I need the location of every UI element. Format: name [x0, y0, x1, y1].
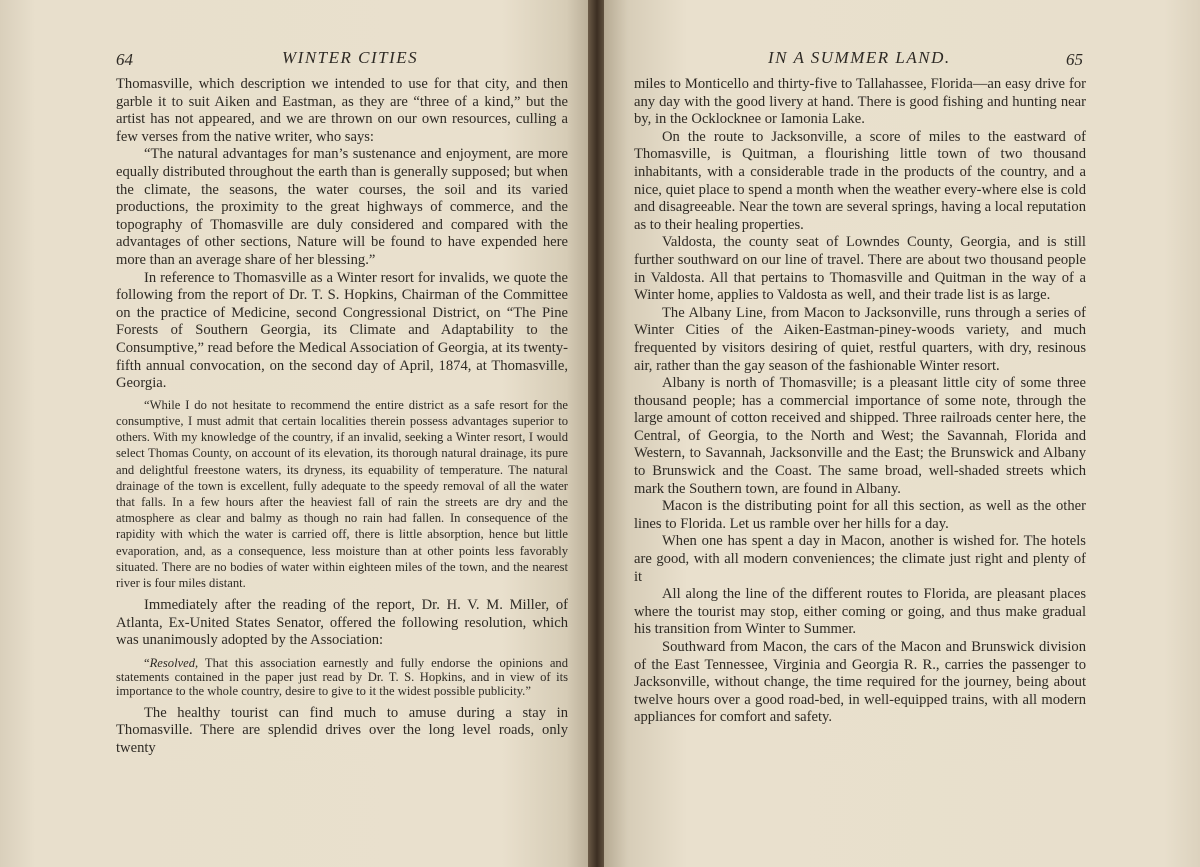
paragraph: Southward from Macon, the cars of the Macon and Brunswick division of the East Tennessee, Virginia and Georgia R. R., carries the passenger to Jacksonville, without change, the time required for the journey, being about twelve hours over a good road-bed, in well-equipped trains, with all modern appliances for comfort and safety.: [634, 639, 1086, 726]
paragraph: Albany is north of Thomasville; is a pleasant little city of some three thousand people; has a commercial importance of some note, through the large amount of cotton received and shipped. Three railroads center here, the Central, of Georgia, to the North and West; the Savannah, Florida and Western, to Savannah, Jacksonville and the East; the Brunswick and Albany to Brunswick and the Coast. The same broad, well-shaded streets which mark the Southern town, are found in Albany.: [634, 375, 1086, 497]
quote-mark: “: [144, 655, 150, 670]
resolution-text: That this association earnestly and fully endorse the opinions and statements contained in the paper just read by Dr. T. S. Hopkins, and in view of its importance to the whole country, desire to give to it the widest possible publicity.”: [116, 655, 568, 699]
page-number-right: 65: [1066, 50, 1083, 69]
paragraph: When one has spent a day in Macon, another is wished for. The hotels are good, with all modern conveniences; the climate just right and plenty of it: [634, 533, 1086, 585]
paragraph: Immediately after the reading of the report, Dr. H. V. M. Miller, of Atlanta, Ex-United States Senator, offered the following resolution, which was unanimously adopted by the Association:: [116, 597, 568, 649]
paragraph: The Albany Line, from Macon to Jacksonville, runs through a series of Winter Cities of the Aiken-Eastman-piney-woods variety, and much frequented by visitors desiring of quiet, restful quarters, with dry, resinous air, rather than the gay season of the fashionable Winter resort.: [634, 304, 1086, 374]
right-page: [604, 0, 1200, 867]
paragraph: All along the line of the different routes to Florida, are pleasant places where the tourist may stop, either coming or going, and thus make gradual his transition from Winter to Summer.: [634, 586, 1086, 638]
paragraph: “The natural advantages for man’s sustenance and enjoyment, are more equally distributed throughout the earth than is generally supposed; but when the climate, the seasons, the water courses, the soil and its varied productions, the proximity to the great highways of commerce, and the topography of Thomasville are duly considered and compared with the advantages of other sections, Nature will be found to have expended here more than an average share of her blessing.”: [116, 146, 568, 268]
running-head-right: IN A SUMMER LAND.: [768, 48, 951, 67]
left-page-body: [116, 76, 568, 757]
left-page: [0, 0, 590, 867]
page-number-left: 64: [116, 50, 133, 69]
paragraph: On the route to Jacksonville, a score of miles to the eastward of Thomasville, is Quitman, a flourishing little town of two thousand inhabitants, with a considerable trade in the products of the country, and a nice, quiet place to spend a month when the weather every-where else is cold and disagreeable. Near the town are several springs, having a local reputation as to their healing properties.: [634, 128, 1086, 233]
paragraph: Thomasville, which description we intended to use for that city, and then garble it to suit Aiken and Eastman, as they are “three of a kind,” but the artist has not appeared, and we are thrown on our own resources, culling a few verses from the native writer, who says:: [116, 76, 568, 145]
paragraph: Macon is the distributing point for all this section, as well as the other lines to Florida. Let us ramble over her hills for a day.: [634, 498, 1086, 532]
resolution-quote: [116, 656, 568, 699]
paragraph: The healthy tourist can find much to amuse during a stay in Thomasville. There are splendid drives over the long level roads, only twenty: [116, 704, 568, 756]
block-quote: “While I do not hesitate to recommend the entire district as a safe resort for the consumptive, I must admit that certain localities therein possess advantages superior to others. With my knowledge of the country, if an invalid, seeking a Winter resort, I would select Thomas County, on account of its elevation, its thorough natural drainage, its pure and delightful freestone waters, its dryness, its equability of temperature. The natural drainage of the town is excellent, fully adequate to the speedy removal of all the water that falls. In a few hours after the heaviest fall of rain the streets are dry and the atmosphere as clear and balmy as though no rain had fallen. In consequence of the rapidity with which the water is carried off, there is little absorption, hence but little evaporation, and, as a consequence, less moisture than at other points less favorably situated. There are no bodies of water within eighteen miles of the town, and the nearest river is four miles distant.: [116, 397, 568, 590]
running-head-left: WINTER CITIES: [282, 48, 419, 67]
paragraph: miles to Monticello and thirty-five to Tallahassee, Florida—an easy drive for any day with the good livery at hand. There is good fishing and hunting near by, in the Ocklocknee or Iamonia Lake.: [634, 76, 1086, 128]
resolved-label: Resolved,: [149, 655, 199, 670]
right-page-body: [634, 76, 1086, 727]
paragraph: Valdosta, the county seat of Lowndes County, Georgia, and is still further southward on our line of travel. There are about two thousand people in Valdosta. All that pertains to Thomasville and Quitman in the way of a Winter home, applies to Valdosta as well, and their trade list is as large.: [634, 234, 1086, 304]
paragraph: In reference to Thomasville as a Winter resort for invalids, we quote the following from the report of Dr. T. S. Hopkins, Chairman of the Committee on the practice of Medicine, second Congressional District, on “The Pine Forests of Southern Georgia, its Climate and Adaptability to the Consumptive,” read before the Medical Association of Georgia, at its twenty-fifth annual convocation, on the second day of April, 1874, at Thomasville, Georgia.: [116, 269, 569, 392]
